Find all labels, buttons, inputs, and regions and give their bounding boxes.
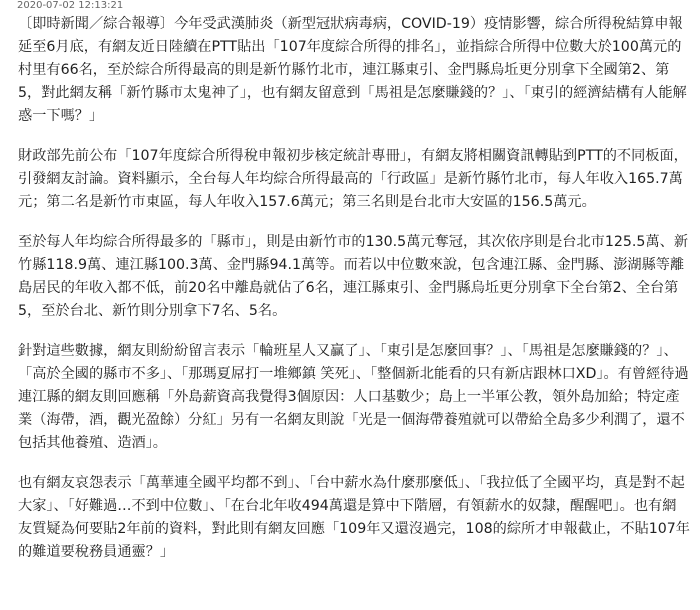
- article-body: [18, 13, 690, 564]
- publish-timestamp: 2020-07-02 12:13:21: [17, 0, 124, 11]
- article-paragraph-3: 至於每人年均綜合所得最多的「縣市」，則是由新竹市的130.5萬元奪冠，其次依序則是台北市125.5萬、新竹縣118.9萬、連江縣100.3萬、金門縣94.1萬等。而若以中位數來說，包含連江縣、金門縣、澎湖縣等離島居民的年收入都不低，前20名中離島就佔了6名，連江縣東引、金門縣烏坵更分別拿下全台第2、全台第5，至於台北、新竹則分別拿下7名、5名。: [18, 234, 689, 319]
- article-paragraph-2: 財政部先前公布「107年度綜合所得稅申報初步核定統計專冊」，有網友將相關資訊轉貼到PTT的不同板面，引發網友討論。資料顯示，全台每人年均綜合所得最高的「行政區」是新竹縣竹北市，每人年收入165.7萬元；第二名是新竹市東區，每人年收入157.6萬元；第三名則是台北市大安區的156.5萬元。: [18, 148, 688, 210]
- article-paragraph-4: 針對這些數據，網友則紛紛留言表示「輪班星人又贏了」、「東引是怎麼回事？」、「馬祖是怎麼賺錢的？」、「高於全國的縣市不多」、「那瑪夏屌打一堆鄉鎮 笑死」、「整個新北能看的只有新店跟林口XD」。有曾經待過連江縣的網友則回應稱「外島薪資高我覺得3個原因：人口基數少；島上一半軍公教，領外島加給；特定產業（海帶，酒，觀光盈餘）分紅」另有一名網友則說「光是一個海帶養殖就可以帶給全島多少利潤了，還不包括其他養殖、造酒」。: [18, 343, 689, 451]
- article-paragraph-1: 〔即時新聞／綜合報導〕今年受武漢肺炎（新型冠狀病毒病，COVID-19）疫情影響，綜合所得稅結算申報延至6月底，有網友近日陸續在PTT貼出「107年度綜合所得的排名」，並指綜合所得中位數大於100萬元的村里有66名，至於綜合所得最高的則是新竹縣竹北市，連江縣東引、金門縣烏坵更分別拿下全國第2、第5，對此網友稱「新竹縣市太鬼神了」，也有網友留意到「馬祖是怎麼賺錢的？」、「東引的經濟結構有人能解惑一下嗎？」: [18, 16, 687, 124]
- article-paragraph-5: 也有網友哀怨表示「萬華連全國平均都不到」、「台中薪水為什麼那麼低」、「我拉低了全國平均，真是對不起大家」、「好難過…不到中位數」、「在台北年收494萬還是算中下階層，有領薪水的奴隸，醒醒吧」。也有網友質疑為何要貼2年前的資料，對此則有網友回應「109年又還沒過完，108的綜所才申報截止，不貼107年的難道要稅務員通靈？」: [18, 475, 690, 560]
